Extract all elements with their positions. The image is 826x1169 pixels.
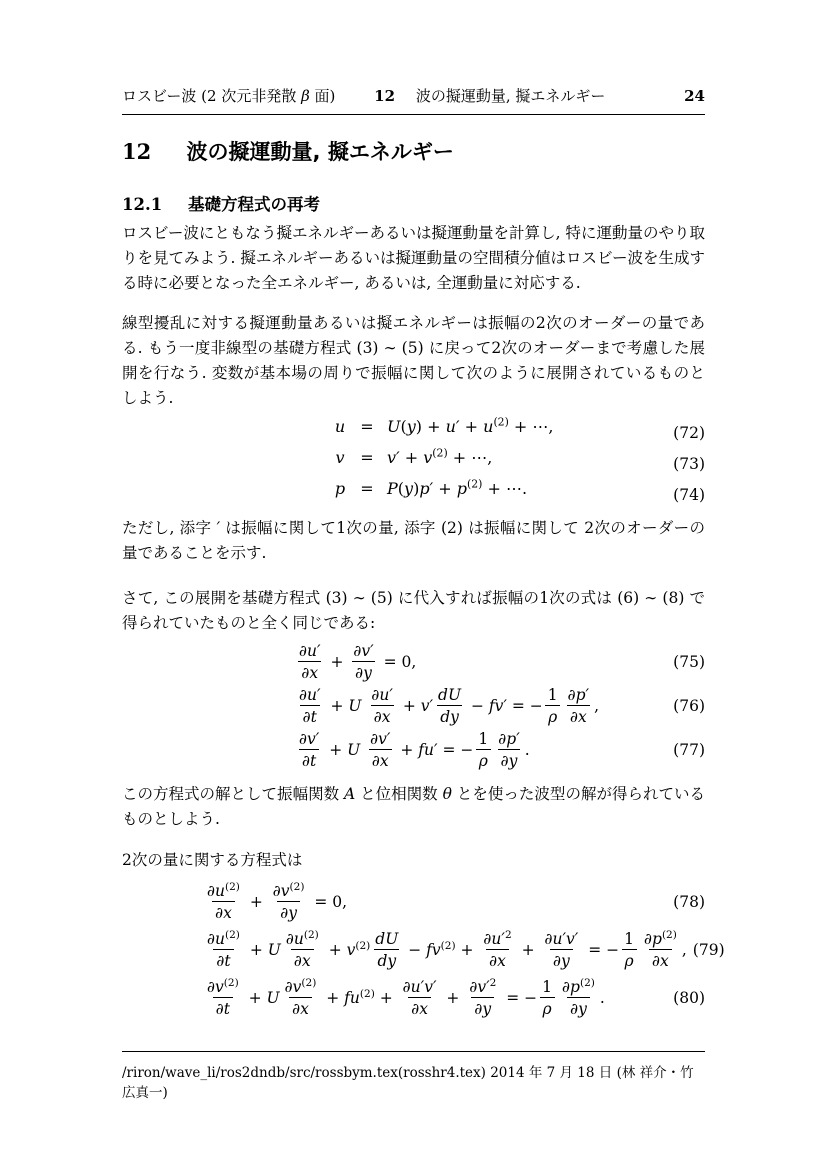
paragraph-intro: ロスビー波にともなう擬エネルギーあるいは擬運動量を計算し, 特に運動量のやり取りを見てみよう. 擬エネルギーあるいは擬運動量の空間積分値はロスビー波を生成する時に必要となった全エネルギー, あるいは, 全運動量に対応する. (122, 224, 705, 292)
running-head-left: ロスビー波 (2 次元非発散 β 面) (122, 87, 336, 105)
equation-number: (76) (673, 697, 705, 715)
math-text: + U (243, 989, 280, 1007)
math-text: = 0, (309, 893, 348, 911)
fraction: $\partial p^{(2)}$ ∂y (562, 976, 595, 1018)
fraction: $\frac{\partial u'^2}{\partial x}$ (483, 928, 512, 970)
equation-row-78 (122, 878, 705, 926)
equation-number: (78) (673, 893, 705, 911)
page-number: 24 (684, 87, 705, 105)
fraction: ∂p′ ∂x (567, 686, 590, 726)
math-text: − fv′ = − (466, 697, 543, 715)
fraction: $\frac{1}{\rho}$ (539, 977, 555, 1019)
equation-number: (75) (673, 653, 705, 671)
fraction: ∂u′ ∂x (299, 642, 321, 682)
paragraph-subscript-note: ただし, 添字 ′ は振幅に関して1次の量, 添字 (2) は振幅に関して 2次のオーダーの量であることを示す. (122, 519, 705, 562)
fraction: $\frac{\partial u'v'}{\partial x}$ (402, 978, 437, 1018)
math-text: , (594, 697, 600, 715)
equation-number: (77) (673, 741, 705, 759)
equation-row-73 (122, 448, 705, 479)
math-text: = − (583, 941, 620, 959)
equation-lhs: u (334, 417, 346, 436)
equation-row-79 (122, 926, 725, 974)
math-text: . (599, 989, 605, 1007)
fraction: ∂u′ ∂t (299, 686, 321, 726)
running-head-section-title: 波の擬運動量, 擬エネルギー (415, 87, 606, 105)
fraction: $\partial u^{(2)}$ ∂t (207, 928, 240, 970)
equation-block-75-77 (122, 640, 705, 772)
fraction: ∂v′ ∂t (299, 730, 320, 770)
equation-row-80 (122, 974, 705, 1022)
fraction: ∂p′ ∂y (498, 730, 520, 770)
section-number: 12 (122, 139, 152, 164)
paragraph-expansion: 線型擾乱に対する擬運動量あるいは擬エネルギーは振幅の2次のオーダーの量である. もう一度非線型の基礎方程式 (3) ∼ (5) に戻って2次のオーダーまで考慮した展開を行なう. 変数が基本場の周りで振幅に関して次のように展開されているものとしよう. (122, 314, 705, 407)
fraction: $\frac{\partial u'v'}{\partial y}$ (544, 930, 579, 970)
fraction: $\frac{\partial v'^2}{\partial y}$ (469, 976, 497, 1018)
equation-number: (73) (673, 454, 705, 473)
subsection-heading (122, 191, 705, 215)
math-text: + fu′ = − (395, 741, 474, 759)
equation-row-75 (122, 640, 705, 684)
fraction: $\partial u^{(2)}$ ∂x (207, 880, 240, 922)
math-text: + U (324, 741, 361, 759)
equation-block-72-74 (122, 417, 705, 510)
equation-number: (74) (673, 485, 705, 504)
equation-content (294, 685, 599, 727)
fraction: $\partial u^{(2)}$ ∂x (285, 928, 319, 970)
fraction: $\frac{1}{\rho}$ (621, 929, 637, 971)
paragraph-wave-solution: この方程式の解として振幅関数 A と位相関数 θ とを使った波型の解が得られているものとしよう. (122, 785, 705, 828)
math-text: = 0, (378, 653, 417, 671)
equation-relation: = (360, 448, 374, 467)
fraction: $\frac{\partial v'}{\partial y}$ (353, 642, 374, 682)
math-text: + $fu^{(2)}$ + (321, 987, 398, 1007)
fraction: ∂u′ ∂x (371, 686, 393, 726)
footer-note (122, 1051, 705, 1101)
math-text: + U (325, 697, 362, 715)
math-text: + v′ (397, 697, 434, 715)
math-text: . (524, 741, 530, 759)
math-text: + $v^{(2)}$ (323, 939, 371, 959)
math-text: + (516, 941, 540, 959)
math-text: + (441, 989, 465, 1007)
subsection-number: 12.1 (122, 195, 163, 214)
math-text: − $fv^{(2)}$ + (403, 939, 479, 959)
fraction: $\partial v^{(2)}$ ∂t (207, 976, 239, 1018)
equation-lhs: v (335, 448, 345, 467)
equation-relation: = (360, 479, 374, 498)
fraction: $\partial p^{(2)}$ ∂x (644, 928, 677, 970)
paragraph-first-order: さて, この展開を基礎方程式 (3) ∼ (5) に代入すれば振幅の1次の式は (6) ∼ (8) で得られていたものと全く同じである: (122, 589, 705, 632)
running-head-section-number: 12 (374, 87, 396, 105)
math-text: + (244, 893, 268, 911)
equation-number: (79) (692, 941, 725, 959)
equation-number: (72) (673, 423, 705, 442)
equation-row-74 (122, 479, 705, 510)
equation-content (202, 929, 687, 971)
equation-lhs: p (334, 479, 346, 498)
fraction: $\frac{\partial v^{(2)}}{\partial y}$ (272, 880, 305, 922)
math-text: = − (501, 989, 538, 1007)
running-head-section (374, 85, 605, 106)
fraction: ∂v′ ∂x (370, 730, 391, 770)
footer-text: /riron/wave_li/ros2dndb/src/rossbym.tex(rosshr4.tex) 2014 年 7 月 18 日 (林 祥介・竹広真一) (122, 1065, 694, 1101)
math-text: , (681, 941, 687, 959)
fraction: $\frac{1}{\rho}$ (545, 685, 561, 727)
equation-row-76 (122, 684, 705, 728)
fraction: $\partial v^{(2)}$ ∂x (284, 976, 317, 1018)
equation-row-72 (122, 417, 705, 448)
equation-row-77 (122, 728, 705, 772)
equation-relation: = (360, 417, 374, 436)
math-text: + (325, 653, 349, 671)
equation-rhs: $U(y) + u' + u^{(2)}$ + ⋯, (387, 415, 554, 436)
equation-number: (80) (673, 989, 705, 1007)
equation-block-78-80 (122, 878, 725, 1022)
equation-rhs: $P(y)p' + p^{(2)}$ + ⋯. (387, 477, 528, 498)
running-head (122, 85, 705, 115)
equation-content (202, 881, 347, 923)
equation-content (202, 977, 605, 1019)
math-text: + U (244, 941, 281, 959)
equation-content (294, 729, 530, 771)
fraction: dU dy (375, 930, 399, 970)
section-title: 波の擬運動量, 擬エネルギー (186, 140, 454, 164)
equation-rhs: $v' + v^{(2)}$ + ⋯, (387, 446, 493, 467)
section-heading (122, 136, 705, 166)
fraction: $\frac{1}{\rho}$ (475, 729, 491, 771)
paragraph-second-order-lead: 2次の量に関する方程式は (122, 851, 303, 869)
fraction: dU dy (438, 686, 462, 726)
subsection-title: 基礎方程式の再考 (187, 195, 320, 214)
equation-content (294, 641, 416, 683)
